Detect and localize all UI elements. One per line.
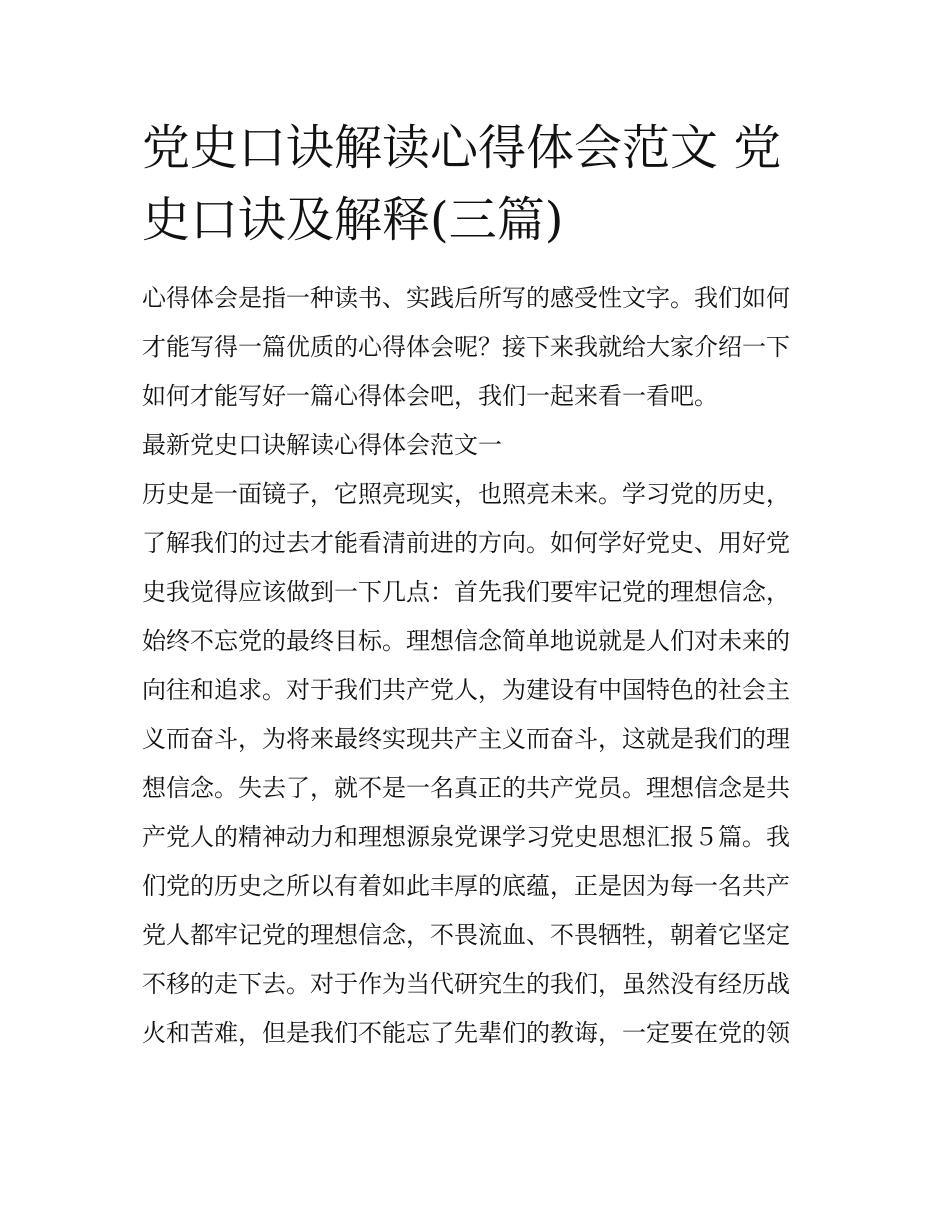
body-line-8: 产党人的精神动力和理想源泉党课学习党史思想汇报５篇。我 xyxy=(142,823,790,851)
body-line-4: 始终不忘党的最终目标。理想信念简单地说就是人们对未来的 xyxy=(142,627,790,655)
section-heading: 最新党史口诀解读心得体会范文一 xyxy=(142,431,502,459)
body-line-6: 义而奋斗，为将来最终实现共产主义而奋斗，这就是我们的理 xyxy=(142,725,790,753)
intro-line-2: 才能写得一篇优质的心得体会呢？接下来我就给大家介绍一下 xyxy=(142,333,790,361)
body-line-9: 们党的历史之所以有着如此丰厚的底蕴，正是因为每一名共产 xyxy=(142,872,790,900)
title-line-1: 党史口诀解读心得体会范文 党 xyxy=(142,120,782,176)
body-line-10: 党人都牢记党的理想信念，不畏流血、不畏牺牲，朝着它坚定 xyxy=(142,921,790,949)
document-page xyxy=(142,112,812,1058)
title-line-2: 史口诀及解释(三篇) xyxy=(142,192,564,248)
body-line-3: 史我觉得应该做到一下几点：首先我们要牢记党的理想信念， xyxy=(142,578,790,606)
body-line-7: 想信念。失去了，就不是一名真正的共产党员。理想信念是共 xyxy=(142,774,790,802)
body-line-2: 了解我们的过去才能看清前进的方向。如何学好党史、用好党 xyxy=(142,529,790,557)
intro-line-3: 如何才能写好一篇心得体会吧，我们一起来看一看吧。 xyxy=(142,382,718,410)
intro-line-1: 心得体会是指一种读书、实践后所写的感受性文字。我们如何 xyxy=(142,284,790,312)
document-body xyxy=(142,274,812,1058)
document-title xyxy=(142,112,812,256)
body-line-1: 历史是一面镜子，它照亮现实，也照亮未来。学习党的历史， xyxy=(142,480,790,508)
body-line-11: 不移的走下去。对于作为当代研究生的我们，虽然没有经历战 xyxy=(142,970,790,998)
body-line-12: 火和苦难，但是我们不能忘了先辈们的教诲，一定要在党的领 xyxy=(142,1019,790,1047)
body-line-5: 向往和追求。对于我们共产党人，为建设有中国特色的社会主 xyxy=(142,676,790,704)
